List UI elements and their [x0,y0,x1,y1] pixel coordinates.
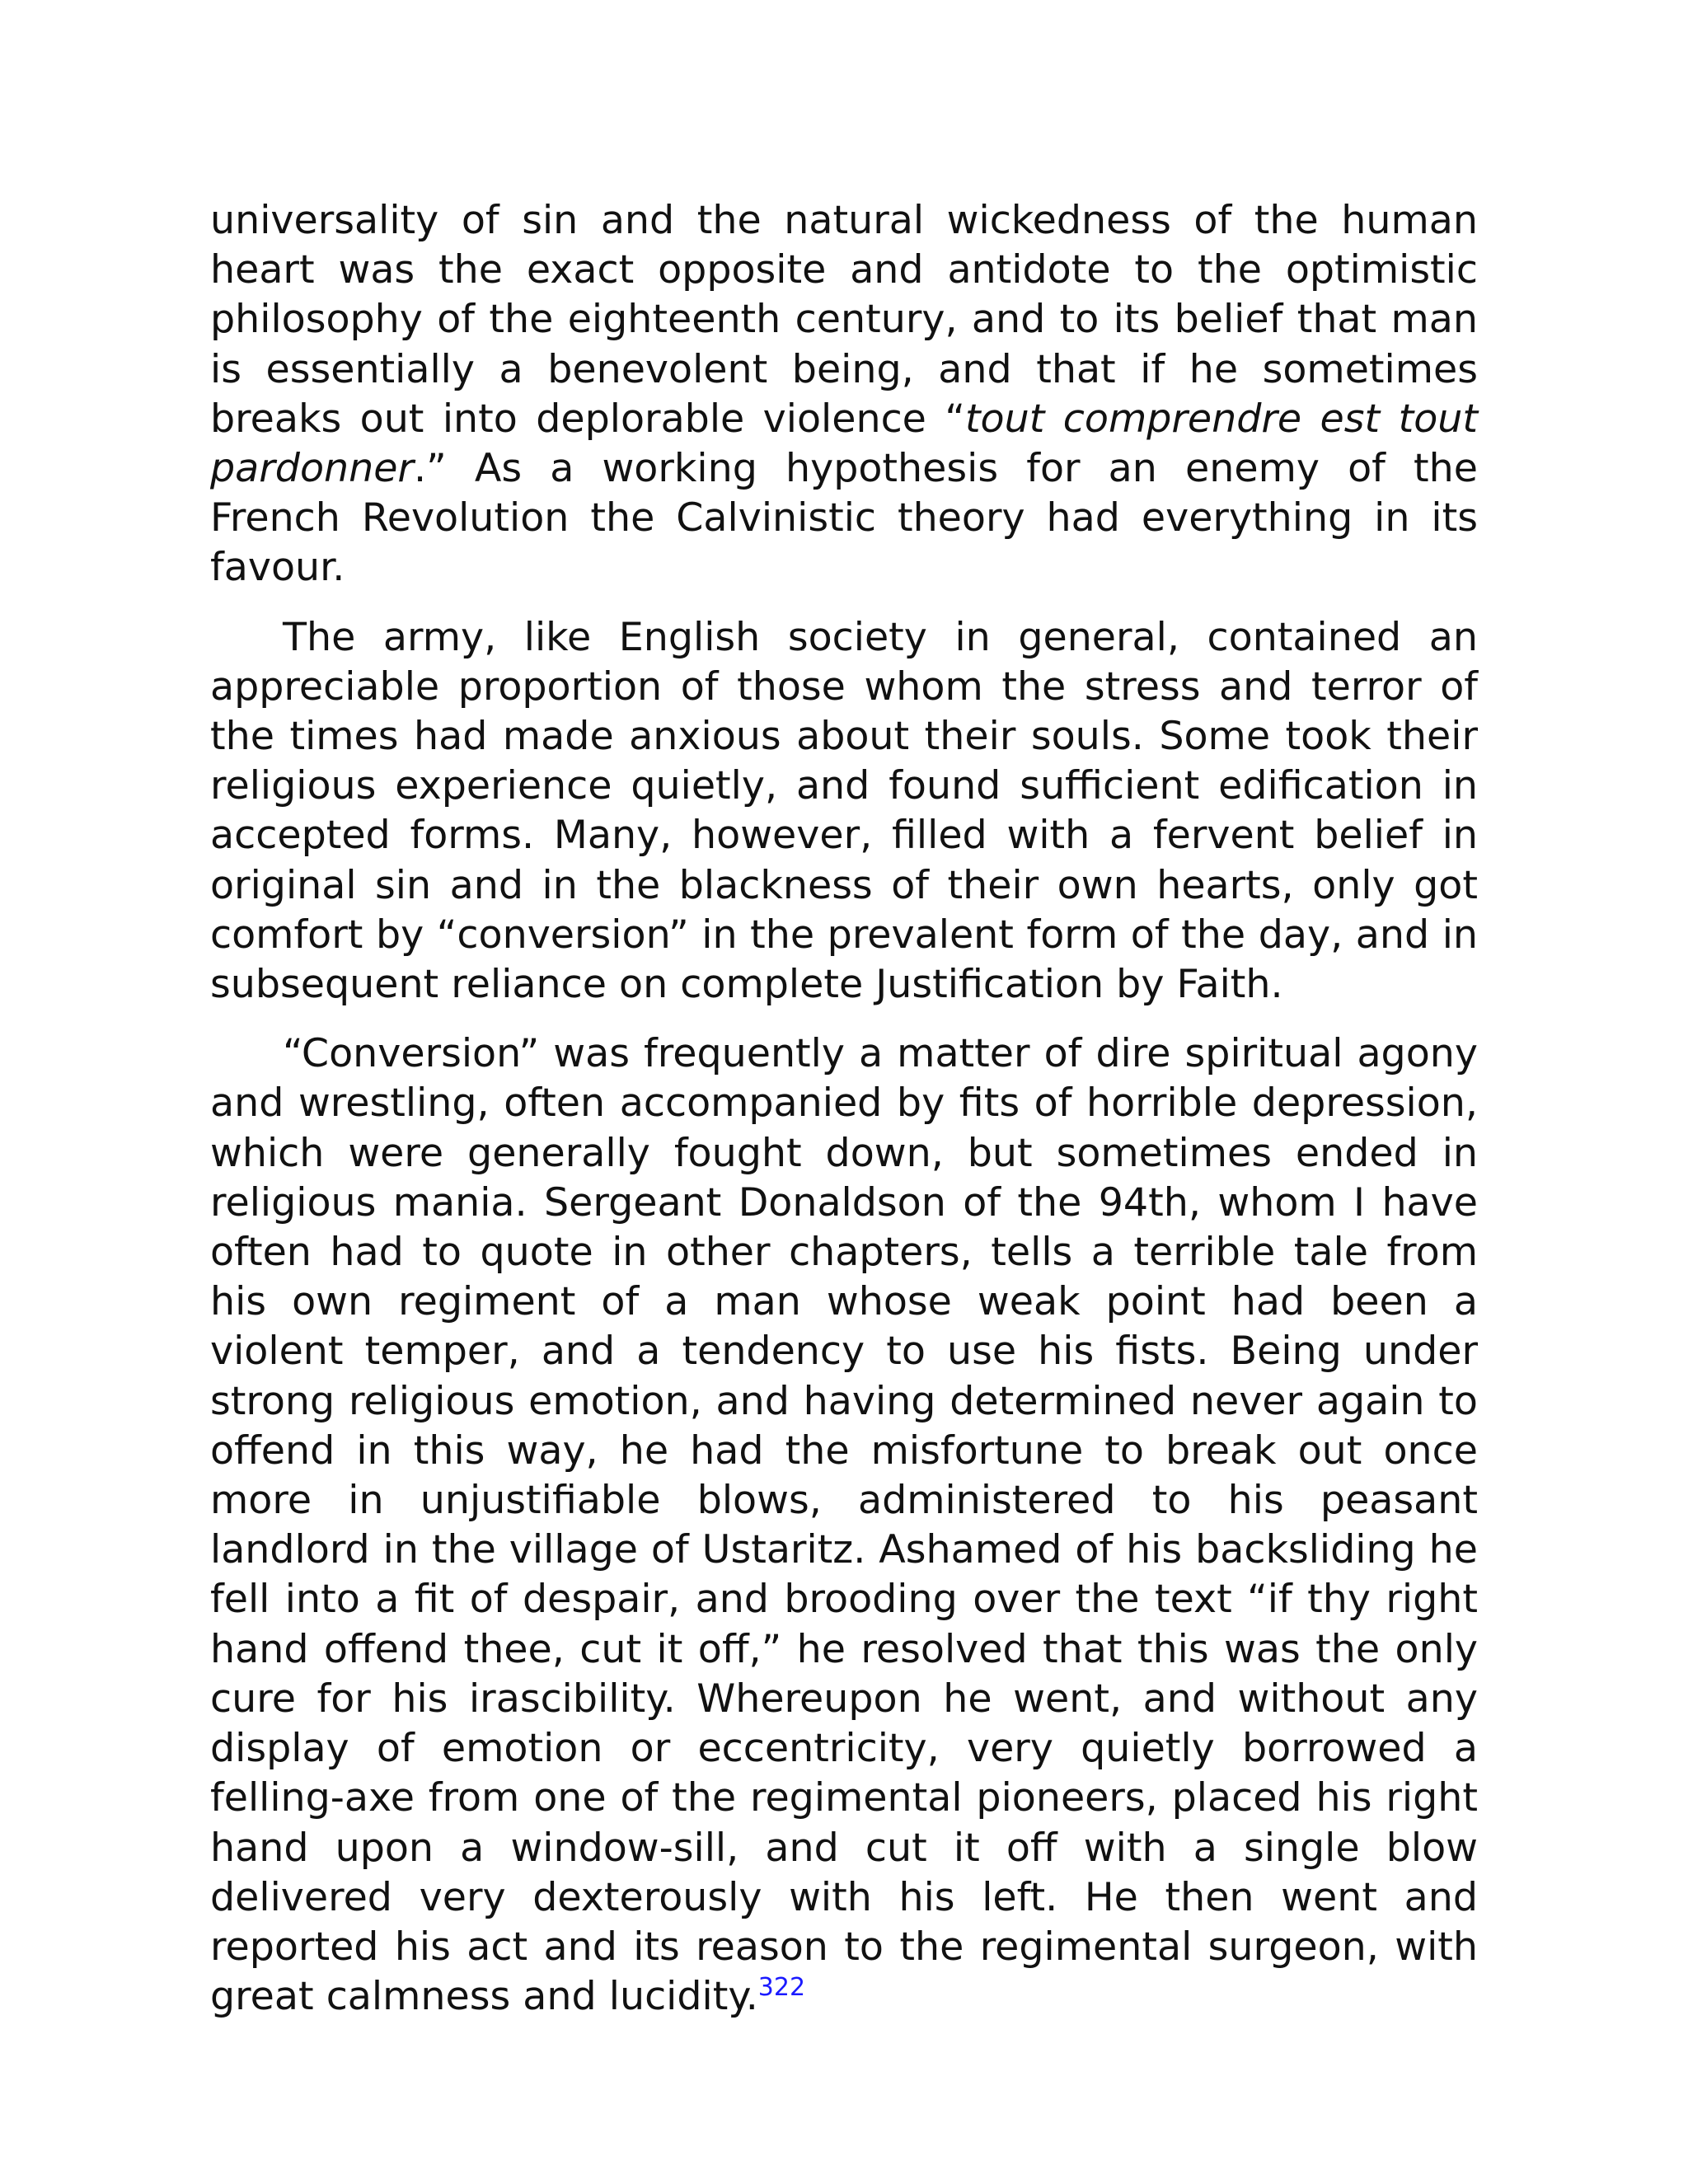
paragraph-text: The army, like English society in general, contained an appreciable proportion of those whom the stress and terror of the times had made anxious about their souls. Some took their religious experience quietly, and found sufficient edification in accepted forms. Many, however, filled with a fervent belief in original sin and in the blackness of their own hearts, only got comfort by “conversion” in the prevalent form of the day, and in subsequent reliance on complete Justification by Faith. [210,614,1478,1008]
paragraph-text: universality of sin and the natural wickedness of the human heart was the exact opposite and antidote to the optimistic philosophy of the eighteenth century, and to its belief that man is essentially a benevolent being, and that if he sometimes breaks out into deplorable violence “ [210,198,1478,442]
paragraph-text: “Conversion” was frequently a matter of dire spiritual agony and wrestling, often accompanied by fits of horrible depression, which were generally fought down, but sometimes ended in religious mania. Sergeant Donaldson of the 94th, whom I have often had to quote in other chapters, tells a terrible tale from his own regiment of a man whose weak point had been a violent temper, and a tendency to use his fists. Being under strong religious emotion, and having determined never again to offend in this way, he had the misfortune to break out once more in unjustifiable blows, administered to his peasant landlord in the village of Ustaritz. Ashamed of his backsliding he fell into a fit of despair, and brooding over the text “if thy right hand offend thee, cut it off,” he resolved that this was the only cure for his irascibility. Whereupon he went, and without any display of emotion or eccentricity, very quietly borrowed a felling-axe from one of the regimental pioneers, placed his right hand upon a window-sill, and cut it off with a single blow delivered very dexterously with his left. He then went and reported his act and its reason to the regimental surgeon, with great calmness and lucidity. [210,1031,1478,2020]
page-body [210,196,1478,2041]
paragraph-text: .” As a working hypothesis for an enemy of the French Revolution the Calvinistic theory had everything in its favour. [210,446,1478,591]
italic-quote: tout comprendre est tout pardonner [210,396,1478,492]
paragraph-conversion [210,1029,1478,2022]
footnote-link[interactable]: 322 [757,1973,806,2003]
paragraph-calvinism [210,196,1478,593]
paragraph-army [210,613,1478,1010]
